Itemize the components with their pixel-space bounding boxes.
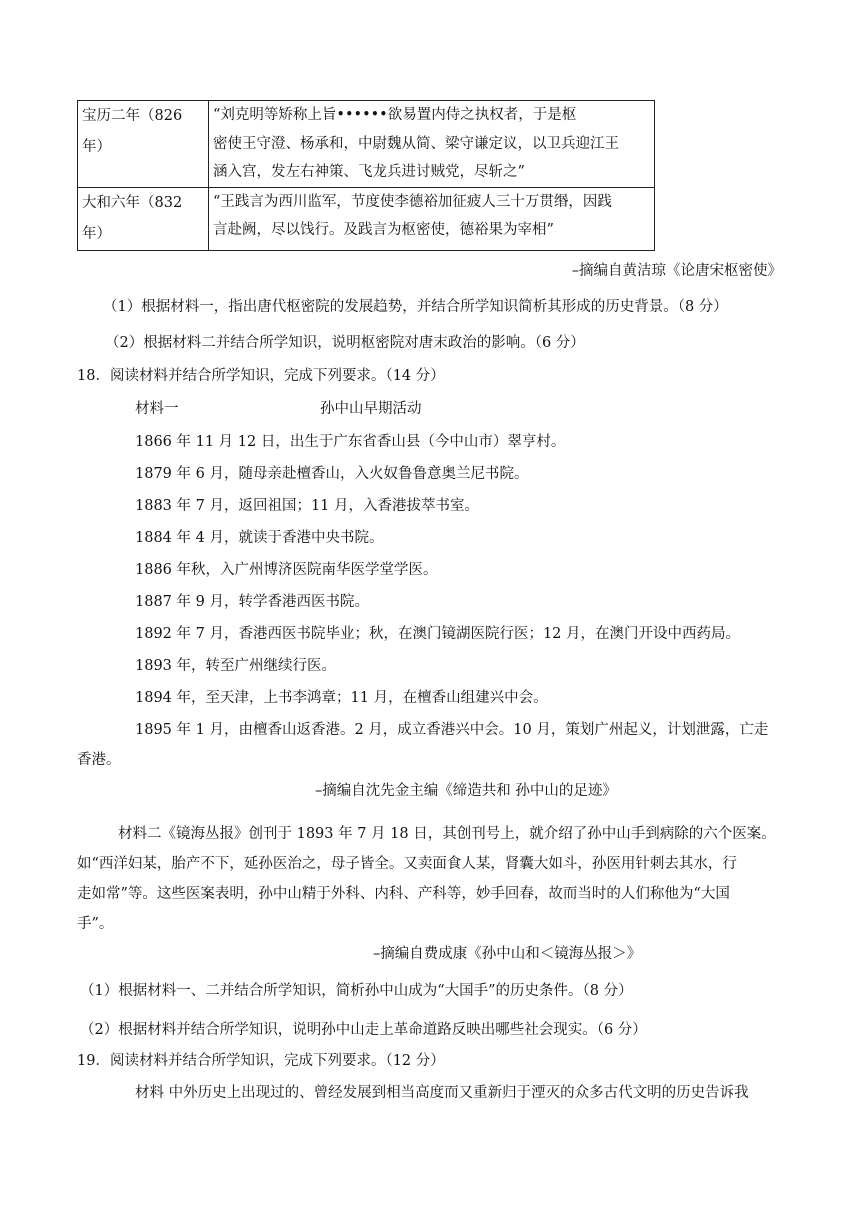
event-line: 1883 年 7 月，返回祖国；11 月，入香港拔萃书室。 <box>135 498 480 514</box>
material-2-line: 手”。 <box>77 916 114 932</box>
quote-line: 涵入宫，发左右神策、飞龙兵进讨贼党，尽斩之” <box>213 164 525 180</box>
material-2-line: 材料二《镜海丛报》创刊于 1893 年 7 月 18 日，其创刊号上，就介绍了孙中山手到病除的六个医案。 <box>118 826 776 842</box>
quote-line: 密使王守澄、杨承和，中尉魏从简、梁守谦定议，以卫兵迎江王 <box>213 135 619 152</box>
event-line: 1866 年 11 月 12 日，出生于广东省香山县（今中山市）翠亨村。 <box>135 434 566 450</box>
table-row <box>78 187 655 250</box>
material-2-line: 走如常”等。这些医案表明，孙中山精于外科、内科、产科等，妙手回春，故而当时的人们称他为“大国 <box>77 886 730 902</box>
question-19-title: 19．阅读材料并结合所学知识，完成下列要求。（12 分） <box>77 1053 445 1069</box>
quote-cell <box>209 101 655 188</box>
quote-cell <box>209 187 655 250</box>
table-row <box>78 101 655 188</box>
quote-line: “刘克明等矫称上旨••••••欲易置内侍之执权者，于是枢 <box>213 107 577 123</box>
source-citation: –摘编自费成康《孙中山和＜镜海丛报＞》 <box>373 946 642 962</box>
event-line: 1895 年 1 月，由檀香山返香港。2 月，成立香港兴中会。10 月，策划广州起义，计划泄露，亡走 <box>135 722 769 738</box>
event-line: 1886 年秋，入广州博济医院南华医学堂学医。 <box>135 562 438 578</box>
source-citation: –摘编自黄洁琼《论唐宋枢密使》 <box>571 263 782 279</box>
question-17-1: （1）根据材料一，指出唐代枢密院的发展趋势，并结合所学知识简析其形成的历史背景。（8 分） <box>103 299 728 315</box>
event-line: 香港。 <box>77 752 121 768</box>
event-line: 1892 年 7 月，香港西医书院毕业；秋，在澳门镜湖医院行医；12 月，在澳门开设中西药局。 <box>135 626 741 642</box>
question-19-material: 材料 中外历史上出现过的、曾经发展到相当高度而又重新归于湮灭的众多古代文明的历史告诉我 <box>135 1085 749 1101</box>
source-citation: –摘编自沈先金主编《缔造共和 孙中山的足迹》 <box>315 783 617 799</box>
event-line: 1887 年 9 月，转学香港西医书院。 <box>135 594 369 610</box>
quote-line: “王践言为西川监军，节度使李德裕加征疲人三十万贯缗，因践 <box>213 193 612 210</box>
material-title: 孙中山早期活动 <box>320 401 422 417</box>
question-17-2: （2）根据材料二并结合所学知识，说明枢密院对唐末政治的影响。（6 分） <box>105 335 585 351</box>
quote-line: 言赴阙，尽以饯行。及践言为枢密使，德裕果为宰相” <box>213 222 554 238</box>
event-line: 1879 年 6 月，随母亲赴檀香山，入火奴鲁鲁意奥兰尼书院。 <box>135 466 529 482</box>
question-18-1: （1）根据材料一、二并结合所学知识，简析孙中山成为“大国手”的历史条件。（8 分） <box>80 983 633 999</box>
event-line: 1894 年，至天津，上书李鸿章；11 月，在檀香山组建兴中会。 <box>135 690 548 706</box>
year-cell: 宝历二年（826 年） <box>78 101 209 188</box>
material-2-line: 如“西洋妇某，胎产不下，延孙医治之，母子皆全。又卖面食人某，肾囊大如斗，孙医用针刺去其水，行 <box>77 856 737 872</box>
event-line: 1893 年，转至广州继续行医。 <box>135 658 337 674</box>
question-18-title: 18．阅读材料并结合所学知识，完成下列要求。（14 分） <box>77 368 445 384</box>
year-cell: 大和六年（832 年） <box>78 187 209 250</box>
history-table <box>77 100 655 251</box>
question-18-2: （2）根据材料并结合所学知识，说明孙中山走上革命道路反映出哪些社会现实。（6 分） <box>80 1022 647 1038</box>
material-label: 材料一 <box>135 401 179 417</box>
event-line: 1884 年 4 月，就读于香港中央书院。 <box>135 530 384 546</box>
